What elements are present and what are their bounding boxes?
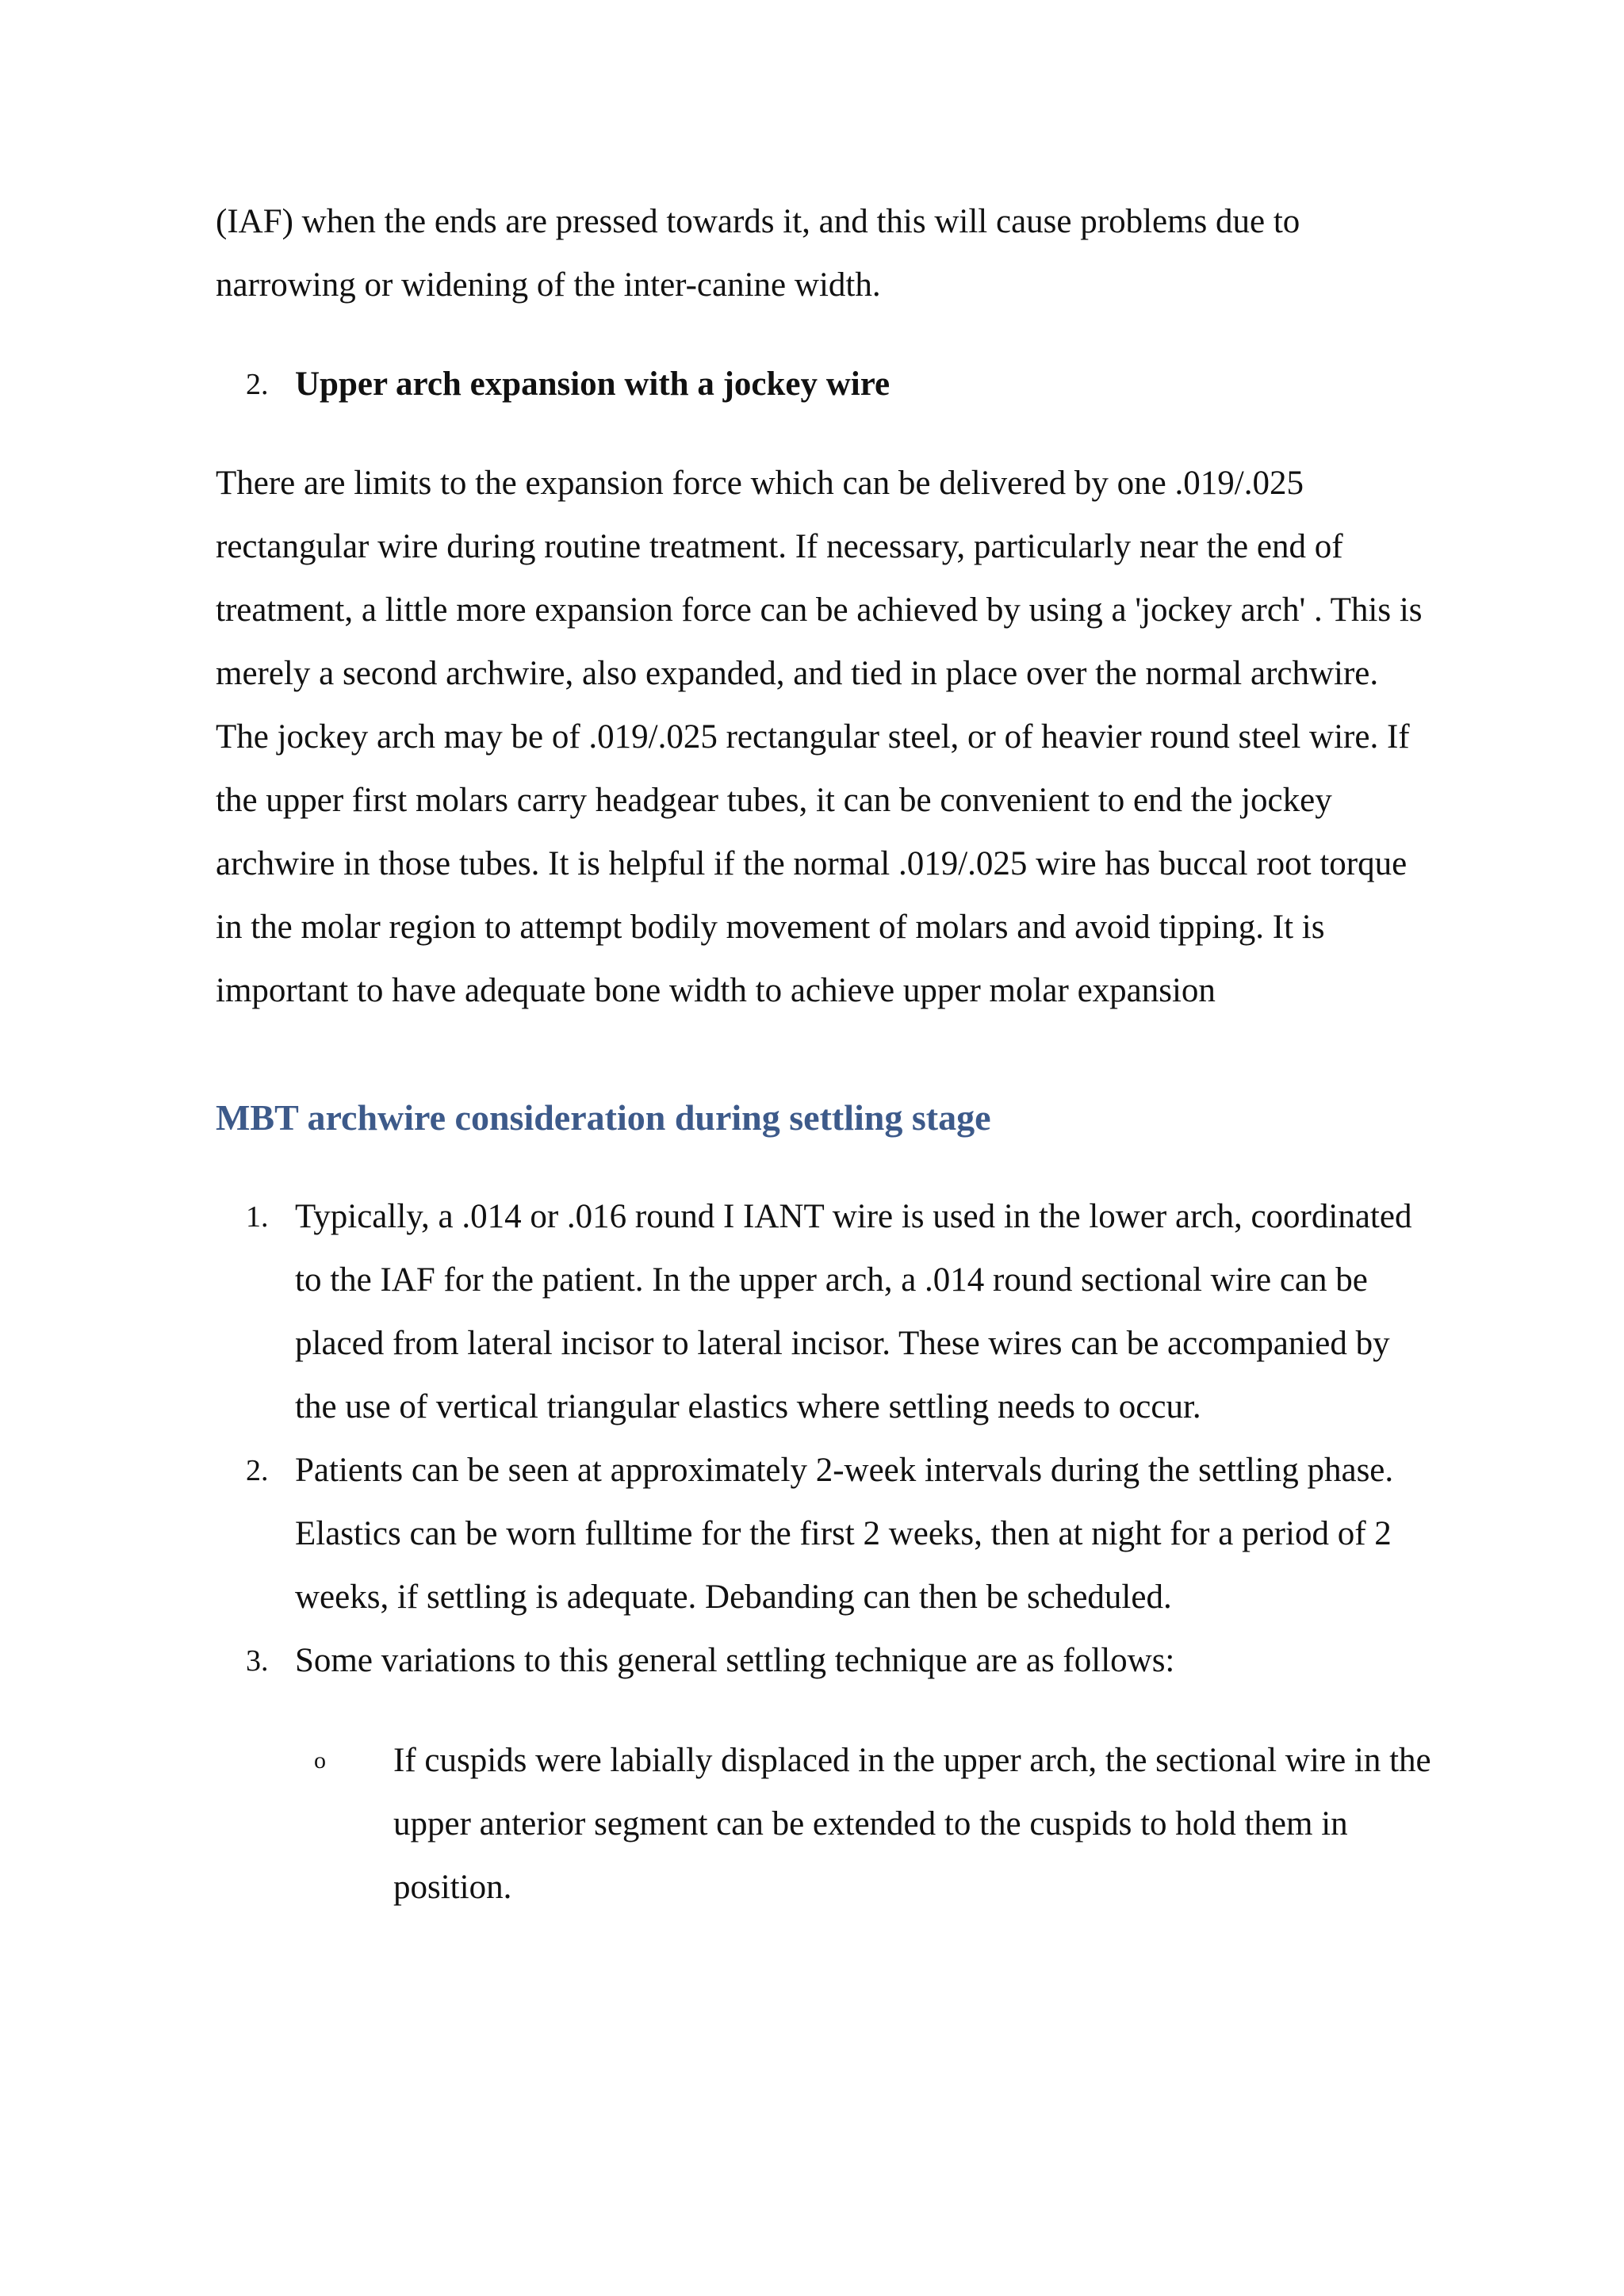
section-2-heading [216, 353, 1437, 416]
section-2-number: 2. [246, 368, 269, 401]
document-page [216, 190, 1437, 1919]
circle-bullet-icon: o [314, 1747, 326, 1774]
list-item-text: Some variations to this general settling technique are as follows: [295, 1642, 1175, 1679]
list-item-number: 1. [246, 1200, 269, 1234]
list-item-text: Patients can be seen at approximately 2-week intervals during the settling phase. Elastics can be worn fulltime for the first 2 weeks, then at night for a period of 2 weeks, if settling is adequate. Debanding can then be scheduled. [295, 1452, 1394, 1616]
section-2-body: There are limits to the expansion force which can be delivered by one .019/.025 rectangular wire during routine treatment. If necessary, particularly near the end of treatment, a little more expansion force can be achieved by using a 'jockey arch' . This is merely a second archwire, also expanded, and tied in place over the normal archwire. The jockey arch may be of .019/.025 rectangular steel, or of heavier round steel wire. If the upper first molars carry headgear tubes, it can be convenient to end the jockey archwire in those tubes. It is helpful if the normal .019/.025 wire has buccal root torque in the molar region to attempt bodily movement of molars and avoid tipping. It is important to have adequate bone width to achieve upper molar expansion [216, 465, 1423, 1009]
sub-list-item-text: If cuspids were labially displaced in the upper arch, the sectional wire in the upper anterior segment can be extended to the cuspids to hold them in position. [393, 1742, 1431, 1906]
list-item-text: Typically, a .014 or .016 round I IANT wire is used in the lower arch, coordinated to the IAF for the patient. In the upper arch, a .014 round sectional wire can be placed from lateral incisor to lateral incisor. These wires can be accompanied by the use of vertical triangular elastics where settling needs to occur. [295, 1198, 1412, 1425]
list-item [216, 1185, 1437, 1439]
list-item [216, 1629, 1437, 1693]
sub-list-item [314, 1729, 1437, 1919]
variations-list [216, 1729, 1437, 1919]
intro-paragraph: (IAF) when the ends are pressed towards it, and this will cause problems due to narrowing or widening of the inter-canine width. [216, 203, 1300, 304]
section-heading: MBT archwire consideration during settling stage [216, 1097, 991, 1138]
settling-steps-list [216, 1185, 1437, 1693]
list-item-number: 2. [246, 1454, 269, 1487]
list-item [216, 1439, 1437, 1629]
section-2-title: Upper arch expansion with a jockey wire [295, 365, 891, 403]
list-item-number: 3. [246, 1644, 269, 1678]
